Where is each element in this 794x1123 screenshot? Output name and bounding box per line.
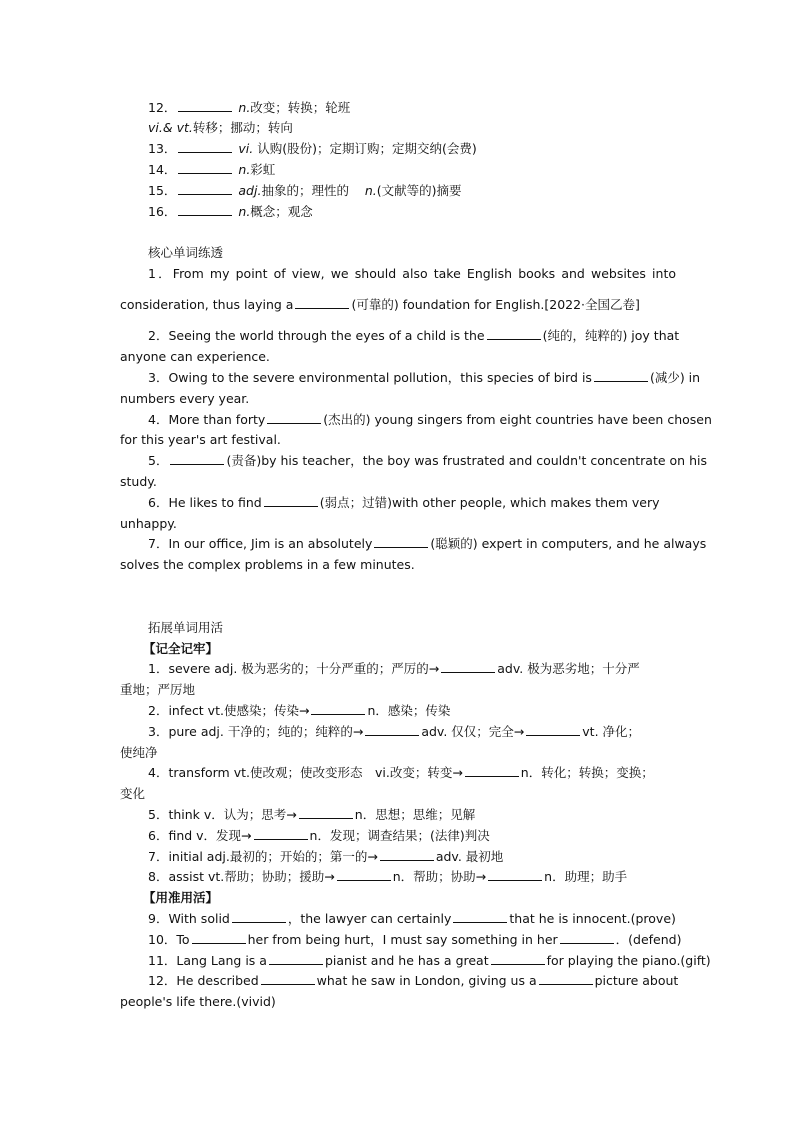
question-5-line-1: 5． (责备)by his teacher，the boy was frustrated and couldn't concentrate on his [148, 453, 707, 468]
usage-10: 10．To her from being hurt，I must say something in her ．(defend) [148, 932, 682, 947]
answer-blank[interactable] [539, 972, 593, 985]
answer-blank[interactable] [488, 868, 542, 881]
extend-1-line-1: 1．severe adj. 极为恶劣的；十分严重的；严厉的→ adv. 极为恶劣地；十分严 [148, 661, 640, 676]
part-of-speech: n. [238, 162, 251, 177]
subsection-title: 【用准用活】 [143, 890, 219, 905]
answer-blank[interactable] [441, 660, 495, 673]
part-of-speech: vi.& vt. [148, 120, 193, 135]
answer-blank[interactable] [374, 535, 428, 548]
question-1-line-2: consideration, thus laying a (可靠的) foundation for English.[2022·全国乙卷] [120, 297, 640, 312]
vocab-13 [148, 140, 676, 158]
answer-blank[interactable] [365, 723, 419, 736]
answer-blank[interactable] [594, 369, 648, 382]
part-of-speech: n. [238, 204, 251, 219]
extend-3-line-2: 使纯净 [120, 745, 158, 760]
usage-12-line-1: 12．He described what he saw in London, giving us a picture about [148, 973, 679, 988]
answer-blank[interactable] [254, 827, 308, 840]
usage-9: 9．With solid ，the lawyer can certainly that he is innocent.(prove) [148, 911, 676, 926]
extend-4-line-1: 4．transform vt.使改观；使改变形态 vi.改变；转变→ n．转化；转换；变换； [148, 765, 654, 780]
answer-blank[interactable] [295, 296, 349, 309]
meaning: 彩虹 [250, 162, 276, 177]
vocab-15 [148, 182, 676, 200]
answer-blank[interactable] [465, 764, 519, 777]
answer-blank[interactable] [311, 702, 365, 715]
question-7-line-1: 7．In our office, Jim is an absolutely (聪颖的) expert in computers, and he always [148, 536, 707, 551]
vocab-12-alt [148, 119, 676, 137]
extend-3-line-1: 3．pure adj. 干净的；纯的；纯粹的→ adv. 仅仅；完全→ vt. 净化； [148, 724, 641, 739]
answer-blank[interactable] [299, 806, 353, 819]
answer-blank[interactable] [178, 99, 232, 112]
item-number: 14． [148, 162, 177, 177]
subsection-title: 【记全记牢】 [143, 641, 219, 656]
answer-blank[interactable] [269, 952, 323, 965]
answer-blank[interactable] [232, 910, 286, 923]
section-title: 拓展单词用活 [148, 620, 224, 635]
meaning: 改变；转换；轮班 [250, 100, 351, 115]
meaning: 抽象的；理性的 [261, 183, 349, 198]
answer-blank[interactable] [261, 972, 315, 985]
usage-12-line-2: people's life there.(vivid) [120, 994, 276, 1009]
answer-blank[interactable] [526, 723, 580, 736]
answer-blank[interactable] [560, 931, 614, 944]
extend-5: 5．think v．认为；思考→ n．思想；思维；见解 [148, 807, 476, 822]
item-number: 16． [148, 204, 177, 219]
question-4-line-2: for this year's art festival. [120, 432, 281, 447]
answer-blank[interactable] [178, 182, 232, 195]
answer-blank[interactable] [453, 910, 507, 923]
part-of-speech: vi. [238, 141, 254, 156]
answer-blank[interactable] [192, 931, 246, 944]
vocab-12 [148, 99, 676, 117]
question-3-line-2: numbers every year. [120, 391, 250, 406]
section-title: 核心单词练透 [148, 245, 224, 260]
answer-blank[interactable] [264, 494, 318, 507]
extend-1-line-2: 重地；严厉地 [120, 682, 196, 697]
part-of-speech: n. [364, 183, 377, 198]
part-of-speech: adj. [238, 183, 262, 198]
item-number: 13． [148, 141, 177, 156]
answer-blank[interactable] [267, 411, 321, 424]
extend-7: 7．initial adj.最初的；开始的；第一的→ adv. 最初地 [148, 849, 504, 864]
meaning: (文献等的)摘要 [376, 183, 462, 198]
question-5-line-2: study. [120, 474, 157, 489]
answer-blank[interactable] [178, 161, 232, 174]
meaning: 概念；观念 [250, 204, 313, 219]
meaning: 认购(股份)；定期订购；定期交纳(会费) [257, 141, 477, 156]
answer-blank[interactable] [491, 952, 545, 965]
item-number: 12． [148, 100, 177, 115]
question-6-line-2: unhappy. [120, 516, 177, 531]
extend-6: 6．find v．发现→ n．发现；调查结果；(法律)判决 [148, 828, 490, 843]
question-1-line-1: 1．From my point of view, we should also take English books and websites into [148, 266, 676, 281]
meaning: 转移；挪动；转向 [192, 120, 293, 135]
vocab-16 [148, 203, 676, 221]
vocab-14 [148, 161, 676, 179]
question-6-line-1: 6．He likes to find (弱点；过错)with other people, which makes them very [148, 495, 660, 510]
answer-blank[interactable] [178, 203, 232, 216]
extend-4-line-2: 变化 [120, 786, 146, 801]
answer-blank[interactable] [170, 452, 224, 465]
question-4-line-1: 4．More than forty (杰出的) young singers from eight countries have been chosen [148, 412, 712, 427]
usage-11: 11．Lang Lang is a pianist and he has a great for playing the piano.(gift) [148, 953, 711, 968]
answer-blank[interactable] [178, 140, 232, 153]
answer-blank[interactable] [337, 868, 391, 881]
answer-blank[interactable] [380, 848, 434, 861]
item-number: 15． [148, 183, 177, 198]
question-2-line-2: anyone can experience. [120, 349, 270, 364]
question-2-line-1: 2．Seeing the world through the eyes of a child is the (纯的，纯粹的) joy that [148, 328, 680, 343]
part-of-speech: n. [238, 100, 251, 115]
answer-blank[interactable] [487, 327, 541, 340]
question-3-line-1: 3．Owing to the severe environmental pollution，this species of bird is (减少) in [148, 370, 701, 385]
question-7-line-2: solves the complex problems in a few minutes. [120, 557, 415, 572]
extend-8: 8．assist vt.帮助；协助；援助→ n．帮助；协助→ n．助理；助手 [148, 869, 628, 884]
extend-2: 2．infect vt.使感染；传染→ n．感染；传染 [148, 703, 451, 718]
